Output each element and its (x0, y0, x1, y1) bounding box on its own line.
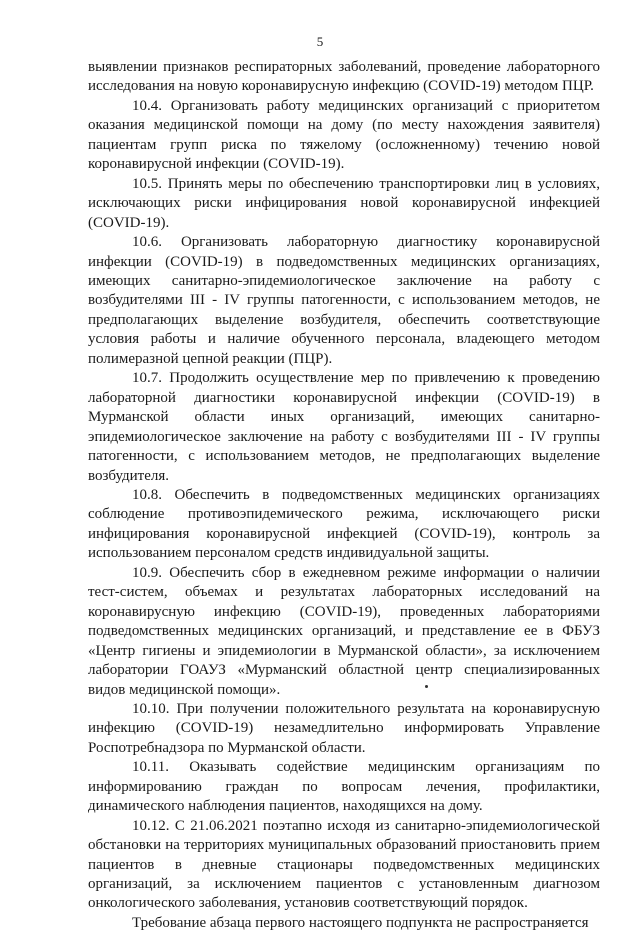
paragraph-10-12: 10.12. С 21.06.2021 поэтапно исходя из санитарно-эпидемиологической обстановки на территориях муниципальных образований приостановить прием пациентов в дневные стационары подведомственных медицинских организаций, за исключением пациентов с установленным диагнозом онкологического заболевания, установив соответствующий порядок. (88, 817, 600, 912)
paragraph-10-11: 10.11. Оказывать содействие медицинским организациям по информированию граждан по вопросам лечения, профилактики, динамического наблюдения пациентов, находящихся на дому. (88, 759, 600, 815)
paragraph-10-4: 10.4. Организовать работу медицинских организаций с приоритетом оказания медицинской помощи на дому (по месту нахождения заявителя) пациентам групп риска по тяжелому (осложненному) течению новой коронавирусной инфекции (COVID-19). (88, 97, 600, 173)
paragraph-10-10: 10.10. При получении положительного результата на коронавирусную инфекцию (COVID-19) незамедлительно информировать Управление Роспотребнадзора по Мурманской области. (88, 700, 600, 756)
paragraph-continuation: выявлении признаков респираторных заболеваний, проведение лабораторного исследования на новую коронавирусную инфекцию (COVID-19) методом ПЦР. (88, 59, 600, 95)
paragraph-10-7: 10.7. Продолжить осуществление мер по привлечению к проведению лабораторной диагностики коронавирусной инфекции (COVID-19) в Мурманской области иных организаций, имеющих санитарно-эпидемиологическое заключение на работу с возбудителями III - IV группы патогенности, с использованием методов, не предполагающих выделение возбудителя. (88, 370, 600, 484)
paragraph-10-5: 10.5. Принять меры по обеспечению транспортировки лиц в условиях, исключающих риски инфицирования новой коронавирусной инфекцией (COVID-19). (88, 175, 600, 231)
paragraph-requirement: Требование абзаца первого настоящего подпункта не распространяется (132, 914, 589, 931)
paragraph-10-6: 10.6. Организовать лабораторную диагностику коронавирусной инфекции (COVID-19) в подведомственных медицинских организациях, имеющих санитарно-эпидемиологическое заключение на работу с возбудителями III - IV группы патогенности, с использованием методов, не предполагающих выделение возбудителя, обеспечить соответствующие условия работы и наличие обученного персонала, владеющего методом полимеразной цепной реакции (ПЦР). (88, 234, 600, 367)
scan-speck (425, 685, 428, 688)
paragraph-10-9: 10.9. Обеспечить сбор в ежедневном режиме информации о наличии тест-систем, объемах и результатах лабораторных исследований на коронавирусную инфекцию (COVID-19), проведенных лабораториями подведомственных медицинских организаций, и представление ее в ФБУЗ «Центр гигиены и эпидемиологии в Мурманской области», за исключением лаборатории ГОАУЗ «Мурманский областной центр специализированных видов медицинской помощи». (88, 564, 600, 698)
paragraph-10-8: 10.8. Обеспечить в подведомственных медицинских организациях соблюдение противоэпидемического режима, исключающего риски инфицирования коронавирусной инфекцией (COVID-19), контроль за использованием персоналом средств индивидуальной защиты. (88, 486, 600, 562)
page-number: 5 (316, 34, 324, 49)
document-body (88, 58, 600, 933)
